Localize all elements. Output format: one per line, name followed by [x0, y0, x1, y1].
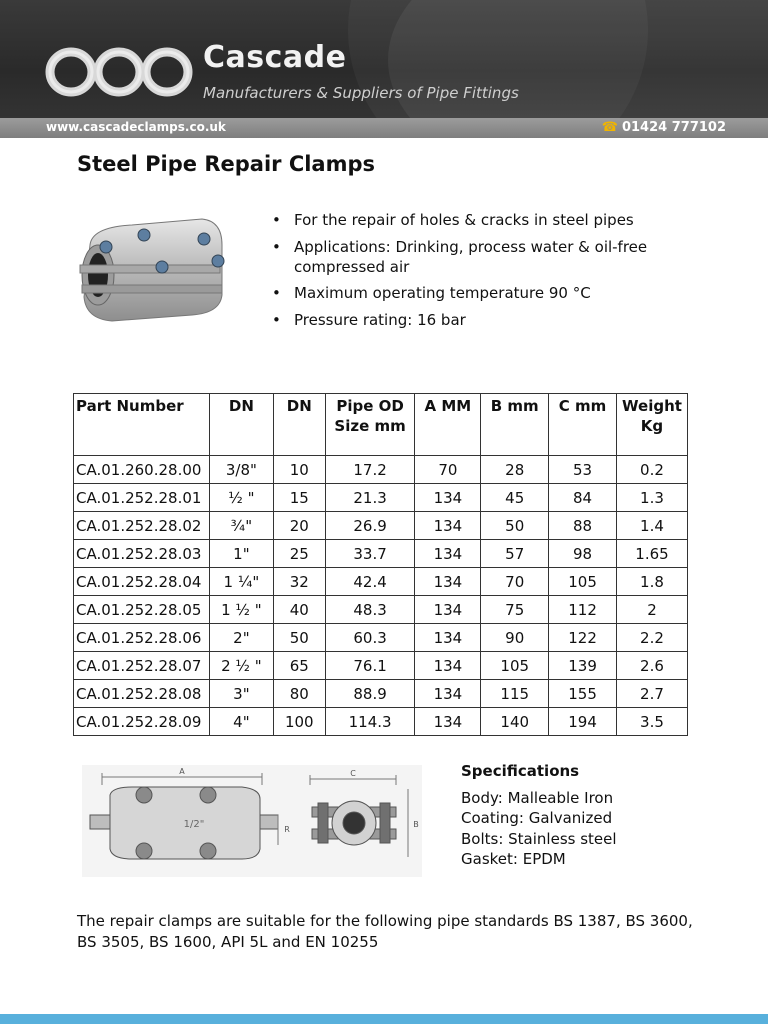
cascade-logo-icon — [44, 42, 194, 102]
table-cell: CA.01.252.28.05 — [74, 596, 210, 624]
table-cell: 134 — [415, 624, 481, 652]
table-cell: 194 — [549, 708, 617, 736]
table-row — [74, 680, 688, 708]
table-cell: 50 — [481, 512, 549, 540]
table-cell: CA.01.252.28.09 — [74, 708, 210, 736]
table-cell: ½ " — [209, 484, 273, 512]
table-cell: 2.2 — [616, 624, 687, 652]
table-cell: 33.7 — [325, 540, 415, 568]
table-cell: 134 — [415, 568, 481, 596]
table-cell: 2.6 — [616, 652, 687, 680]
table-row — [74, 596, 688, 624]
pipe-standards-note: The repair clamps are suitable for the following pipe standards BS 1387, BS 3600, BS 3505, BS 1600, API 5L and EN 10255 — [77, 912, 693, 951]
spec-bolts: Bolts: Stainless steel — [461, 829, 617, 848]
table-cell: 10 — [273, 456, 325, 484]
table-cell: CA.01.252.28.07 — [74, 652, 210, 680]
table-row — [74, 484, 688, 512]
table-cell: 140 — [481, 708, 549, 736]
feature-list — [272, 210, 712, 336]
table-cell: 134 — [415, 680, 481, 708]
header-dn: DN — [273, 394, 325, 456]
table-cell: 2.7 — [616, 680, 687, 708]
table-cell: 42.4 — [325, 568, 415, 596]
size-marking: 1/2" — [183, 819, 205, 830]
table-row — [74, 624, 688, 652]
header-dn-inch: DN — [209, 394, 273, 456]
table-cell: 1.65 — [616, 540, 687, 568]
table-cell: 88.9 — [325, 680, 415, 708]
phone-text: 01424 777102 — [621, 120, 726, 135]
table-cell: 53 — [549, 456, 617, 484]
dimension-label-c: C — [350, 769, 356, 778]
table-cell: 88 — [549, 512, 617, 540]
table-header-row — [74, 394, 688, 456]
page-header — [0, 0, 768, 118]
table-cell: 3" — [209, 680, 273, 708]
table-cell: 100 — [273, 708, 325, 736]
table-cell: 105 — [481, 652, 549, 680]
spec-gasket: Gasket: EPDM — [461, 850, 566, 869]
table-cell: 1" — [209, 540, 273, 568]
table-cell: CA.01.260.28.00 — [74, 456, 210, 484]
website-link[interactable]: www.cascadeclamps.co.uk — [46, 120, 226, 134]
feature-item: • Applications: Drinking, process water & oil-free compressed air — [272, 237, 712, 277]
table-cell: 114.3 — [325, 708, 415, 736]
table-cell: 48.3 — [325, 596, 415, 624]
table-cell: 76.1 — [325, 652, 415, 680]
table-cell: 0.2 — [616, 456, 687, 484]
table-cell: 134 — [415, 540, 481, 568]
table-cell: 1.8 — [616, 568, 687, 596]
table-cell: CA.01.252.28.04 — [74, 568, 210, 596]
table-cell: 15 — [273, 484, 325, 512]
table-cell: 84 — [549, 484, 617, 512]
table-cell: 20 — [273, 512, 325, 540]
table-cell: 17.2 — [325, 456, 415, 484]
footer-bar — [0, 1014, 768, 1024]
header-a-mm: A MM — [415, 394, 481, 456]
table-cell: 65 — [273, 652, 325, 680]
table-cell: 1.3 — [616, 484, 687, 512]
table-cell: 1 ¼" — [209, 568, 273, 596]
table-cell: 75 — [481, 596, 549, 624]
table-cell: 1 ½ " — [209, 596, 273, 624]
table-cell: CA.01.252.28.01 — [74, 484, 210, 512]
table-cell: 98 — [549, 540, 617, 568]
table-cell: 134 — [415, 484, 481, 512]
header-b-mm: B mm — [481, 394, 549, 456]
brand-name: Cascade — [203, 40, 347, 75]
table-row — [74, 568, 688, 596]
table-cell: 60.3 — [325, 624, 415, 652]
table-cell: 57 — [481, 540, 549, 568]
table-cell: 3/8" — [209, 456, 273, 484]
table-cell: 70 — [415, 456, 481, 484]
contact-bar — [0, 118, 768, 138]
specifications-title: Specifications — [461, 762, 580, 780]
table-cell: 40 — [273, 596, 325, 624]
table-cell: 134 — [415, 652, 481, 680]
table-cell: 139 — [549, 652, 617, 680]
table-cell: 45 — [481, 484, 549, 512]
table-cell: 134 — [415, 708, 481, 736]
table-cell: 50 — [273, 624, 325, 652]
table-cell: 134 — [415, 512, 481, 540]
table-cell: 21.3 — [325, 484, 415, 512]
phone-icon: ☎ — [601, 120, 618, 135]
spec-body: Body: Malleable Iron — [461, 789, 614, 807]
header-c-mm: C mm — [549, 394, 617, 456]
table-cell: 4" — [209, 708, 273, 736]
page-title: Steel Pipe Repair Clamps — [77, 152, 376, 176]
table-row — [74, 652, 688, 680]
clamp-product-image — [72, 205, 232, 335]
table-cell: 90 — [481, 624, 549, 652]
table-cell: 70 — [481, 568, 549, 596]
table-cell: CA.01.252.28.08 — [74, 680, 210, 708]
table-cell: 122 — [549, 624, 617, 652]
table-cell: 3.5 — [616, 708, 687, 736]
header-weight: Weight Kg — [616, 394, 687, 456]
feature-item: • For the repair of holes & cracks in steel pipes — [272, 210, 712, 230]
table-cell: 2 ½ " — [209, 652, 273, 680]
header-part-number: Part Number — [74, 394, 210, 456]
table-cell: 2" — [209, 624, 273, 652]
clamp-dimension-drawing — [82, 765, 422, 877]
table-cell: 105 — [549, 568, 617, 596]
table-cell: ¾" — [209, 512, 273, 540]
spec-coating: Coating: Galvanized — [461, 809, 613, 828]
table-cell: 25 — [273, 540, 325, 568]
table-cell: 134 — [415, 596, 481, 624]
table-cell: CA.01.252.28.02 — [74, 512, 210, 540]
table-row — [74, 708, 688, 736]
brand-tagline: Manufacturers & Suppliers of Pipe Fittings — [203, 84, 519, 102]
table-cell: 28 — [481, 456, 549, 484]
table-cell: 26.9 — [325, 512, 415, 540]
table-cell: CA.01.252.28.03 — [74, 540, 210, 568]
feature-item: • Pressure rating: 16 bar — [272, 310, 712, 330]
table-row — [74, 512, 688, 540]
dimension-label-a: A — [179, 767, 185, 776]
dimension-label-r: R — [284, 825, 290, 834]
table-cell: 115 — [481, 680, 549, 708]
table-cell: 155 — [549, 680, 617, 708]
table-body — [74, 456, 688, 736]
table-cell: 2 — [616, 596, 687, 624]
table-cell: 1.4 — [616, 512, 687, 540]
dimension-label-b: B — [413, 820, 419, 829]
phone-number — [602, 120, 726, 135]
table-cell: 112 — [549, 596, 617, 624]
table-row — [74, 456, 688, 484]
table-row — [74, 540, 688, 568]
clamp-size-table — [73, 393, 688, 736]
feature-item: • Maximum operating temperature 90 °C — [272, 283, 712, 303]
specifications-list — [461, 788, 617, 870]
table-cell: 32 — [273, 568, 325, 596]
header-pipe-od: Pipe OD Size mm — [325, 394, 415, 456]
table-cell: 80 — [273, 680, 325, 708]
table-cell: CA.01.252.28.06 — [74, 624, 210, 652]
